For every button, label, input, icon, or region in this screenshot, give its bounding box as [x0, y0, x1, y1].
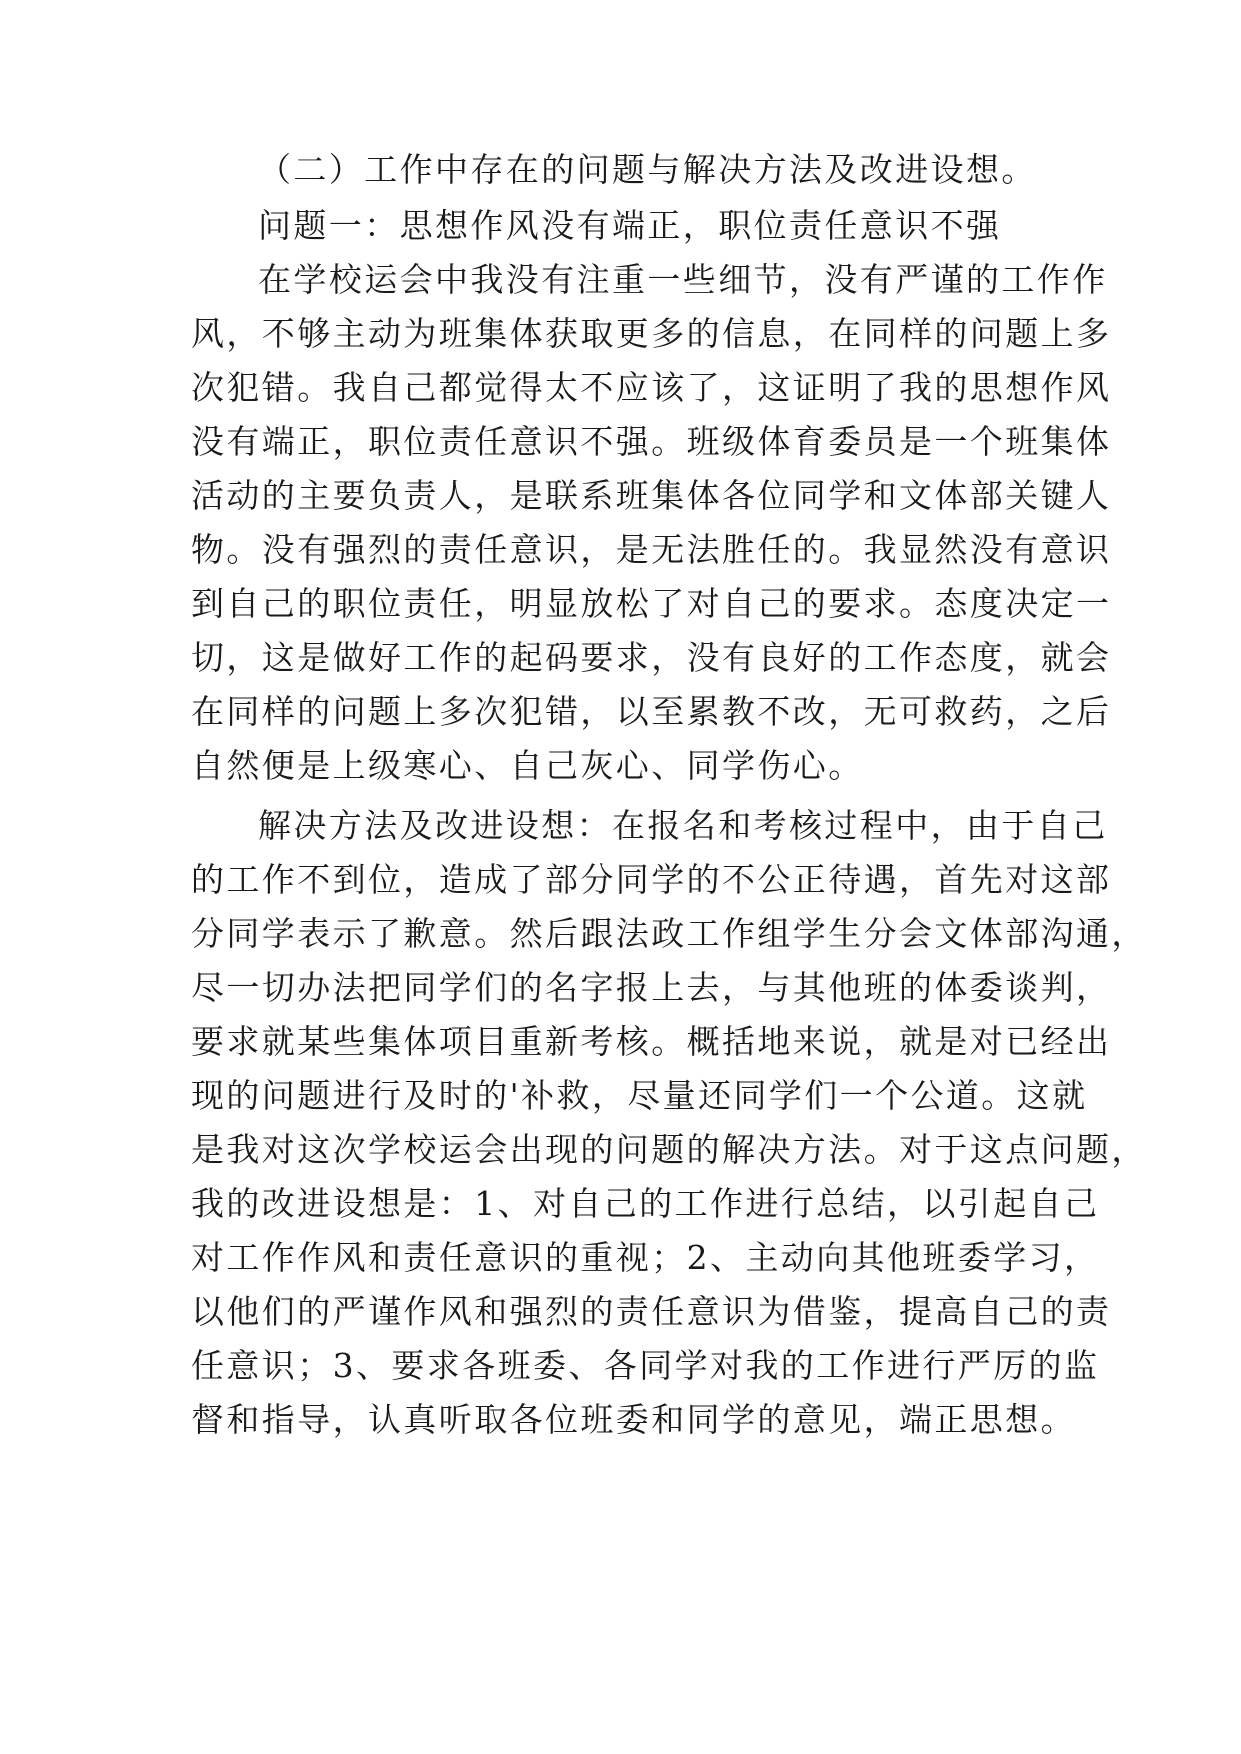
- paragraph-line: 次犯错。我自己都觉得太不应该了，这证明了我的思想作风: [191, 368, 1112, 407]
- paragraph-line: 是我对这次学校运会出现的问题的解决方法。对于这点问题，: [191, 1130, 1147, 1169]
- paragraph-line: 督和指导，认真听取各位班委和同学的意见，端正思想。: [191, 1400, 1076, 1439]
- paragraph-line: 活动的主要负责人，是联系班集体各位同学和文体部关键人: [191, 476, 1112, 515]
- paragraph-line: 没有端正，职位责任意识不强。班级体育委员是一个班集体: [191, 422, 1112, 461]
- section-heading: （二）工作中存在的问题与解决方法及改进设想。: [258, 150, 1037, 189]
- paragraph-line: 自然便是上级寒心、自己灰心、同学伤心。: [191, 746, 864, 785]
- paragraph-line: 要求就某些集体项目重新考核。概括地来说，就是对已经出: [191, 1022, 1112, 1061]
- paragraph-line: 以他们的严谨作风和强烈的责任意识为借鉴，提高自己的责: [191, 1292, 1112, 1331]
- paragraph-line: 在学校运会中我没有注重一些细节，没有严谨的工作作: [258, 260, 1108, 299]
- paragraph-line: 的工作不到位，造成了部分同学的不公正待遇，首先对这部: [191, 860, 1112, 899]
- problem-title: 问题一：思想作风没有端正，职位责任意识不强: [258, 206, 1002, 245]
- paragraph-line: 到自己的职位责任，明显放松了对自己的要求。态度决定一: [191, 584, 1112, 623]
- paragraph-line: 我的改进设想是：1、对自己的工作进行总结，以引起自己: [191, 1184, 1100, 1223]
- paragraph-line: 物。没有强烈的责任意识，是无法胜任的。我显然没有意识: [191, 530, 1112, 569]
- paragraph-line: 切，这是做好工作的起码要求，没有良好的工作态度，就会: [191, 638, 1112, 677]
- paragraph-line: 解决方法及改进设想：在报名和考核过程中，由于自己: [258, 806, 1108, 845]
- paragraph-line: 尽一切办法把同学们的名字报上去，与其他班的体委谈判，: [191, 968, 1112, 1007]
- paragraph-line: 分同学表示了歉意。然后跟法政工作组学生分会文体部沟通，: [191, 914, 1147, 953]
- paragraph-line: 现的问题进行及时的'补救，尽量还同学们一个公道。这就: [191, 1076, 1088, 1115]
- paragraph-line: 在同样的问题上多次犯错，以至累教不改，无可救药，之后: [191, 692, 1112, 731]
- paragraph-line: 任意识；3、要求各班委、各同学对我的工作进行严厉的监: [191, 1346, 1100, 1385]
- paragraph-line: 对工作作风和责任意识的重视；2、主动向其他班委学习，: [191, 1238, 1100, 1277]
- paragraph-line: 风，不够主动为班集体获取更多的信息，在同样的问题上多: [191, 314, 1112, 353]
